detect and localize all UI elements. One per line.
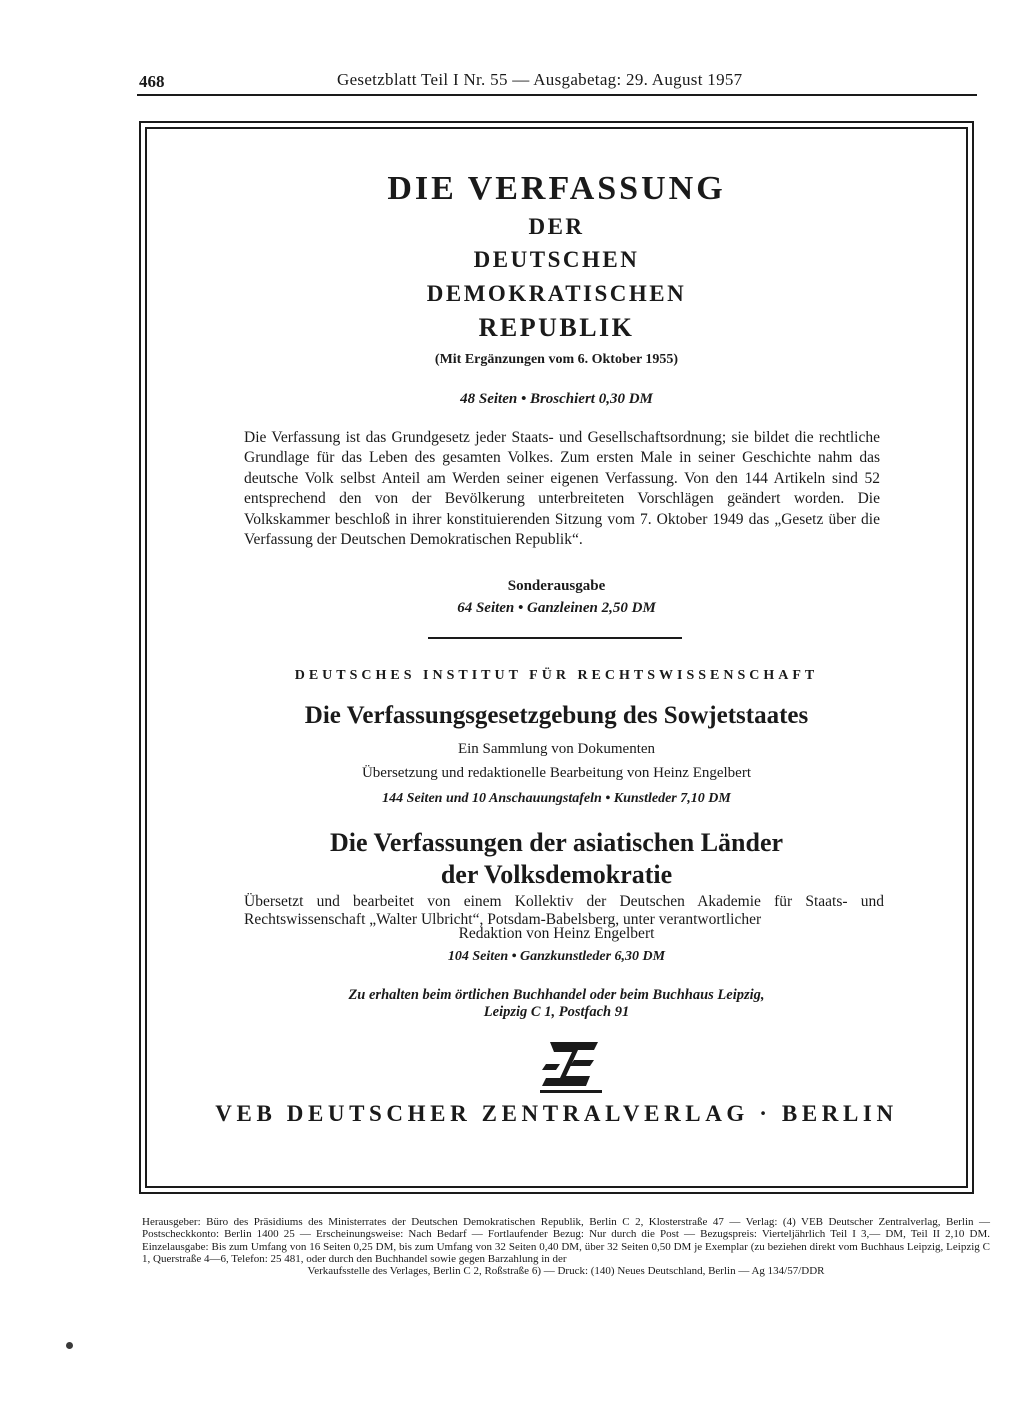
availability-line1: Zu erhalten beim örtlichen Buchhandel oder beim Buchhaus Leipzig, <box>348 987 765 1003</box>
section-divider <box>428 637 682 639</box>
constitution-title-line2: DER <box>528 214 585 239</box>
print-speck <box>66 1342 73 1349</box>
special-edition-heading: Sonderausgabe <box>507 578 606 594</box>
institute-heading: DEUTSCHES INSTITUT FÜR RECHTSWISSENSCHAFT <box>294 668 819 683</box>
availability-note <box>145 987 968 1021</box>
constitution-title-line4: DEMOKRATISCHEN <box>426 281 687 306</box>
book2-title-line2: der Volksdemokratie <box>440 860 673 889</box>
constitution-description: Die Verfassung ist das Grundgesetz jeder Staats- und Gesellschaftsordnung; sie bildet die rechtliche Grundlage für das Leben des gesamten Volkes. Zum ersten Male in seiner Geschichte nahm das deutsche Volk selbst Anteil am Werden seiner eigenen Verfassung. Von den 144 Artikeln sind 52 entsprechend den von der Bevölkerung unterbreiteten Vorschlägen geändert worden. Die Volkskammer beschloß in ihrer konstituierenden Sitzung vom 7. Oktober 1949 das „Gesetz über die Verfassung der Deutschen Demokratischen Republik“. <box>244 429 880 549</box>
page-number: 468 <box>139 72 165 91</box>
publisher-name: VEB DEUTSCHER ZENTRALVERLAG · BERLIN <box>215 1101 898 1126</box>
availability-line2: Leipzig C 1, Postfach 91 <box>483 1004 630 1020</box>
special-edition-price: 64 Seiten • Ganzleinen 2,50 DM <box>457 600 656 616</box>
book1-subtitle: Ein Sammlung von Dokumenten <box>457 741 656 757</box>
imprint-body: Herausgeber: Büro des Präsidiums des Ministerrates der Deutschen Demokratischen Republik, Berlin C 2, Klosterstraße 47 — Verlag: (4) VEB Deutscher Zentralverlag, Berlin — Postscheckkonto: Berlin 1400 25 — Erscheinungsweise: Nach Bedarf — Fortlaufender Bezug: Nur durch die Post — Bezugspreis: Vierteljährlich Teil I 3,— DM, Teil II 2,10 DM. Einzelausgabe: Bis zum Umfang von 16 Seiten 0,25 DM, bis zum Umfang von 32 Seiten 0,40 DM, über 32 Seiten 0,50 DM je Exemplar (zu beziehen direkt vom Buchhaus Leipzig, Leipzig C 1, Querstraße 4—6, Telefon: 25 481, oder durch den Buchhandel sowie gegen Barzahlung in der <box>142 1216 990 1265</box>
book2-redaction: Redaktion von Heinz Engelbert <box>458 925 655 942</box>
constitution-supplement-note: (Mit Ergänzungen vom 6. Oktober 1955) <box>434 352 679 367</box>
book2-price: 104 Seiten • Ganzkunstleder 6,30 DM <box>447 949 666 964</box>
book2-description: Übersetzt und bearbeitet von einem Kollektiv der Deutschen Akademie für Staats- und Rechtswissenschaft „Walter Ulbricht“, Potsdam-Babelsberg, unter verantwortlicher <box>244 893 884 928</box>
page-header <box>137 66 977 96</box>
imprint-last-line: Verkaufsstelle des Verlages, Berlin C 2, Roßstraße 6) — Druck: (140) Neues Deutschland, Berlin — Ag 134/57/DDR <box>307 1265 825 1278</box>
constitution-price: 48 Seiten • Broschiert 0,30 DM <box>460 391 653 407</box>
book2-title-line1: Die Verfassungen der asiatischen Länder <box>329 828 784 857</box>
imprint-text <box>142 1216 990 1277</box>
constitution-title-line3: DEUTSCHEN <box>473 247 640 272</box>
gazette-title: Gesetzblatt Teil I Nr. 55 — Ausgabetag: 29. August 1957 <box>337 70 743 89</box>
book1-editor: Übersetzung und redaktionelle Bearbeitung von Heinz Engelbert <box>361 765 752 781</box>
zentralverlag-logo-icon <box>538 1038 606 1096</box>
book1-title: Die Verfassungsgesetzgebung des Sowjetstaates <box>304 702 809 729</box>
book1-price: 144 Seiten und 10 Anschauungstafeln • Kunstleder 7,10 DM <box>382 791 731 806</box>
constitution-title: DIE VERFASSUNG <box>387 170 726 207</box>
constitution-title-line5: REPUBLIK <box>478 313 635 342</box>
